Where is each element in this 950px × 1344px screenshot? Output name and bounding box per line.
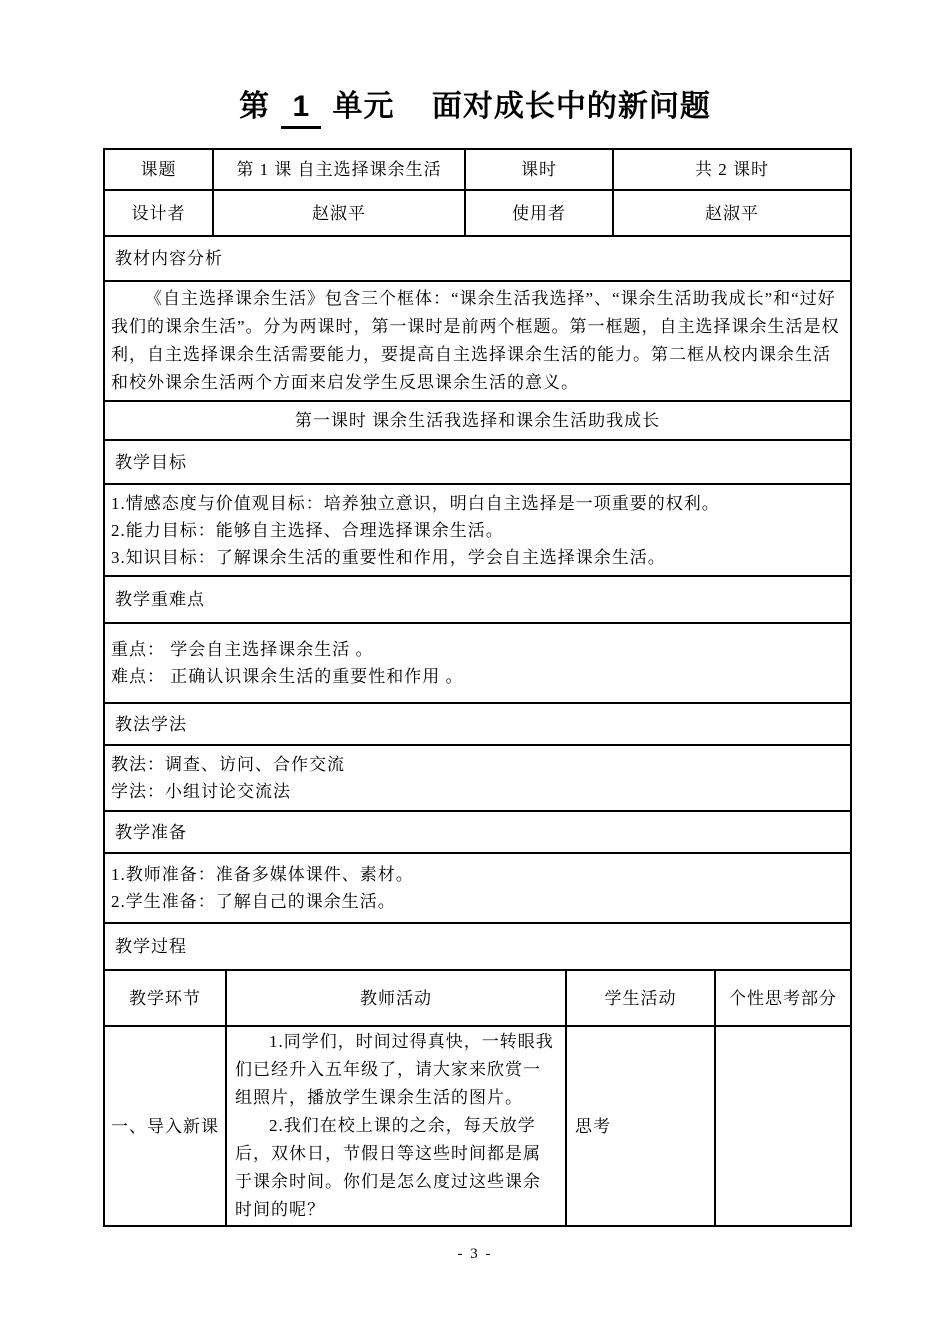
- designer-label: 设计者: [131, 203, 186, 223]
- preparation-item: 1.教师准备：准备多媒体课件、素材。: [111, 865, 414, 884]
- key-point-item: 难点： 正确认识课余生活的重要性和作用 。: [111, 667, 464, 686]
- topic-value: 第 1 课 自主选择课余生活: [212, 150, 464, 189]
- periods-label: 课时: [464, 150, 612, 189]
- section-heading-process: [105, 922, 850, 969]
- column-header-teacher: 教师活动: [225, 971, 565, 1025]
- content-analysis-paragraph: 《自主选择课余生活》包含三个框体：“课余生活我选择”、“课余生活助我成长”和“过好我们的课余生活”。分为两课时，第一课时是前两个框题。第一框题，自主选择课余生活是权利，自主选择课余生活需要能力，要提高自主选择课余生活的能力。第二框从校内课余生活和校外课余生活两个方面来启发学生反思课余生活的意义。: [111, 289, 840, 392]
- title-prefix: 第: [239, 90, 271, 123]
- objective-item: 1.情感态度与价值观目标：培养独立意识，明白自主选择是一项重要的权利。: [111, 493, 720, 513]
- designer-value: 赵淑平: [212, 191, 464, 235]
- methods-body: [105, 744, 850, 810]
- section-heading-objectives: [105, 439, 850, 483]
- topic-label: 课题: [140, 160, 177, 179]
- user-label: 使用者: [464, 191, 612, 235]
- user-value: 赵淑平: [612, 191, 850, 235]
- heading-text: 教材内容分析: [115, 249, 223, 268]
- section-heading-content-analysis: [105, 235, 850, 280]
- heading-text: 教学过程: [115, 937, 187, 956]
- section-heading-preparation: [105, 810, 850, 852]
- section-heading-key-points: [105, 575, 850, 622]
- preparation-item: 2.学生准备：了解自己的课余生活。: [111, 892, 396, 911]
- preparation-body: [105, 852, 850, 922]
- objective-item: 3.知识目标：了解课余生活的重要性和作用，学会自主选择课余生活。: [111, 547, 666, 567]
- column-header-stage: 教学环节: [129, 988, 201, 1008]
- key-point-item: 重点： 学会自主选择课余生活 。: [111, 640, 374, 659]
- periods-value: 共 2 课时: [612, 150, 850, 189]
- heading-text: 教学目标: [115, 452, 187, 472]
- key-points-body: [105, 622, 850, 702]
- objective-item: 2.能力目标：能够自主选择、合理选择课余生活。: [111, 520, 504, 540]
- method-item: 学法：小组讨论交流法: [111, 782, 291, 801]
- content-analysis-body: [105, 280, 850, 400]
- period-title: 第一课时 课余生活我选择和课余生活助我成长: [294, 411, 661, 430]
- teacher-activity-paragraph: 2.我们在校上课的之余，每天放学后，双休日，节假日等这些时间都是属于课余时间。你们是怎么度过这些课余时间的呢？: [235, 1116, 541, 1219]
- page-number: - 3 -: [457, 1246, 493, 1262]
- page-title: [0, 88, 950, 129]
- unit-number-blank: 1: [281, 92, 321, 129]
- lesson-plan-table: [103, 148, 852, 1227]
- teacher-activity-cell: [225, 1027, 565, 1225]
- stage-cell: 一、导入新课: [111, 1116, 219, 1136]
- process-header-row: [105, 969, 850, 1025]
- heading-text: 教学准备: [115, 822, 187, 842]
- heading-text: 教学重难点: [115, 590, 205, 609]
- notes-cell: [714, 1027, 850, 1225]
- info-row-topic: [105, 150, 850, 189]
- method-item: 教法：调查、访问、合作交流: [111, 755, 345, 774]
- info-row-people: [105, 189, 850, 235]
- objectives-body: [105, 483, 850, 575]
- section-heading-methods: [105, 702, 850, 744]
- student-activity-cell: 思考: [565, 1027, 714, 1225]
- column-header-notes: 个性思考部分: [714, 971, 850, 1025]
- teacher-activity-paragraph: 1.同学们，时间过得真快，一转眼我们已经升入五年级了，请大家来欣赏一组照片，播放学生课余生活的图片。: [235, 1032, 554, 1107]
- period-title-row: [105, 400, 850, 439]
- column-header-student: 学生活动: [565, 971, 714, 1025]
- heading-text: 教法学法: [115, 714, 187, 734]
- title-main: 面对成长中的新问题: [431, 90, 711, 123]
- title-unit-label: 单元: [332, 90, 395, 123]
- process-content-row: [105, 1025, 850, 1225]
